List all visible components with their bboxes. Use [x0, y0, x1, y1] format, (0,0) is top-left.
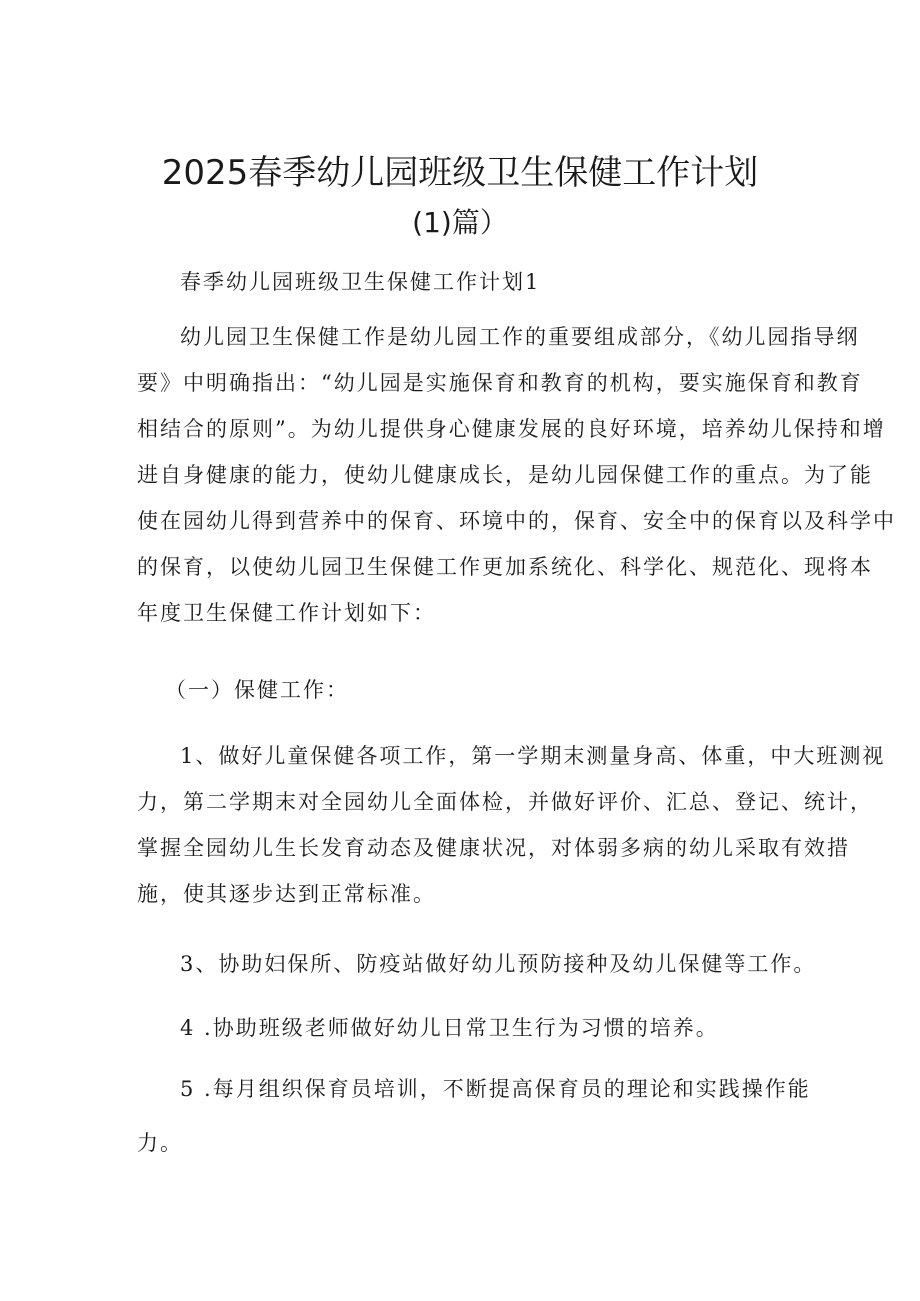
item-1-line-1: 1、做好儿童保健各项工作，第一学期末测量身高、体重，中大班测视: [180, 744, 886, 768]
section-heading: 春季幼儿园班级卫生保健工作计划1: [180, 270, 541, 294]
intro-line-2: 要》中明确指出：“幼儿园是实施保育和教育的机构，要实施保育和教育: [137, 371, 863, 395]
intro-line-5: 使在园幼儿得到营养中的保育、环境中的，保育、安全中的保育以及科学中: [137, 509, 896, 533]
item-1-line-3: 掌握全园幼儿生长发育动态及健康状况，对体弱多病的幼儿采取有效措: [137, 836, 850, 860]
item-5-line-1: 5 .每月组织保育员培训，不断提高保育员的理论和实践操作能: [180, 1077, 811, 1101]
intro-line-1: 幼儿园卫生保健工作是幼儿园工作的重要组成部分，《幼儿园指导纲: [180, 325, 860, 349]
intro-line-3: 相结合的原则”。为幼儿提供身心健康发展的良好环境，培养幼儿保持和增: [137, 417, 886, 441]
item-1-line-2: 力，第二学期末对全园幼儿全面体检，并做好评价、汇总、登记、统计，: [137, 790, 873, 814]
item-4: 4 .协助班级老师做好幼儿日常卫生行为习惯的培养。: [180, 1016, 719, 1040]
document-subtitle: (1)篇）: [412, 206, 508, 239]
item-5-line-2: 力。: [137, 1131, 183, 1155]
item-1-line-4: 施，使其逐步达到正常标准。: [137, 882, 436, 906]
item-3: 3、协助妇保所、防疫站做好幼儿预防接种及幼儿保健等工作。: [180, 952, 817, 976]
intro-line-7: 年度卫生保健工作计划如下：: [137, 601, 436, 625]
document-title: 2025春季幼儿园班级卫生保健工作计划: [161, 153, 759, 193]
intro-line-4: 进自身健康的能力，使幼儿健康成长，是幼儿园保健工作的重点。为了能: [137, 463, 873, 487]
intro-line-6: 的保育，以使幼儿园卫生保健工作更加系统化、科学化、规范化、现将本: [137, 555, 873, 579]
subheading-health-work: （一）保健工作：: [165, 678, 349, 702]
